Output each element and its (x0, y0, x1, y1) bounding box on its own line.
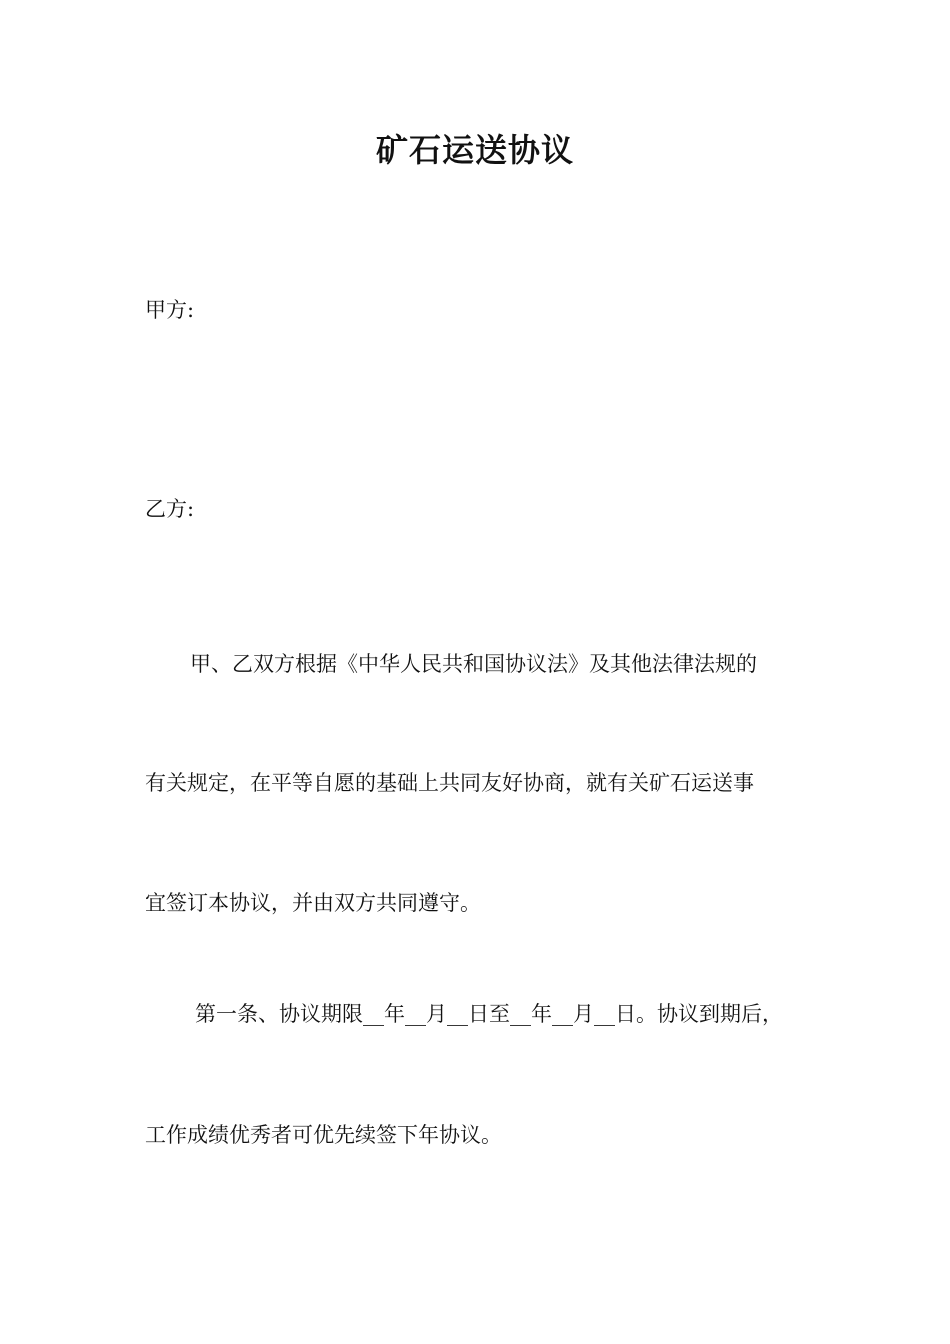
paragraph-line: 甲、乙双方根据《中华人民共和国协议法》及其他法律法规的 (190, 652, 757, 676)
document-title: 矿石运送协议 (375, 131, 574, 169)
paragraph-line: 有关规定，在平等自愿的基础上共同友好协商，就有关矿石运送事 (145, 771, 754, 795)
paragraph-line: 宜签订本协议，并由双方共同遵守。 (145, 891, 481, 915)
article-line: 第一条、协议期限__年__月__日至__年__月__日。协议到期后， (195, 1002, 783, 1026)
party-a-label: 甲方: (145, 298, 195, 322)
party-b-label: 乙方: (145, 497, 195, 521)
article-line: 工作成绩优秀者可优先续签下年协议。 (145, 1123, 502, 1147)
